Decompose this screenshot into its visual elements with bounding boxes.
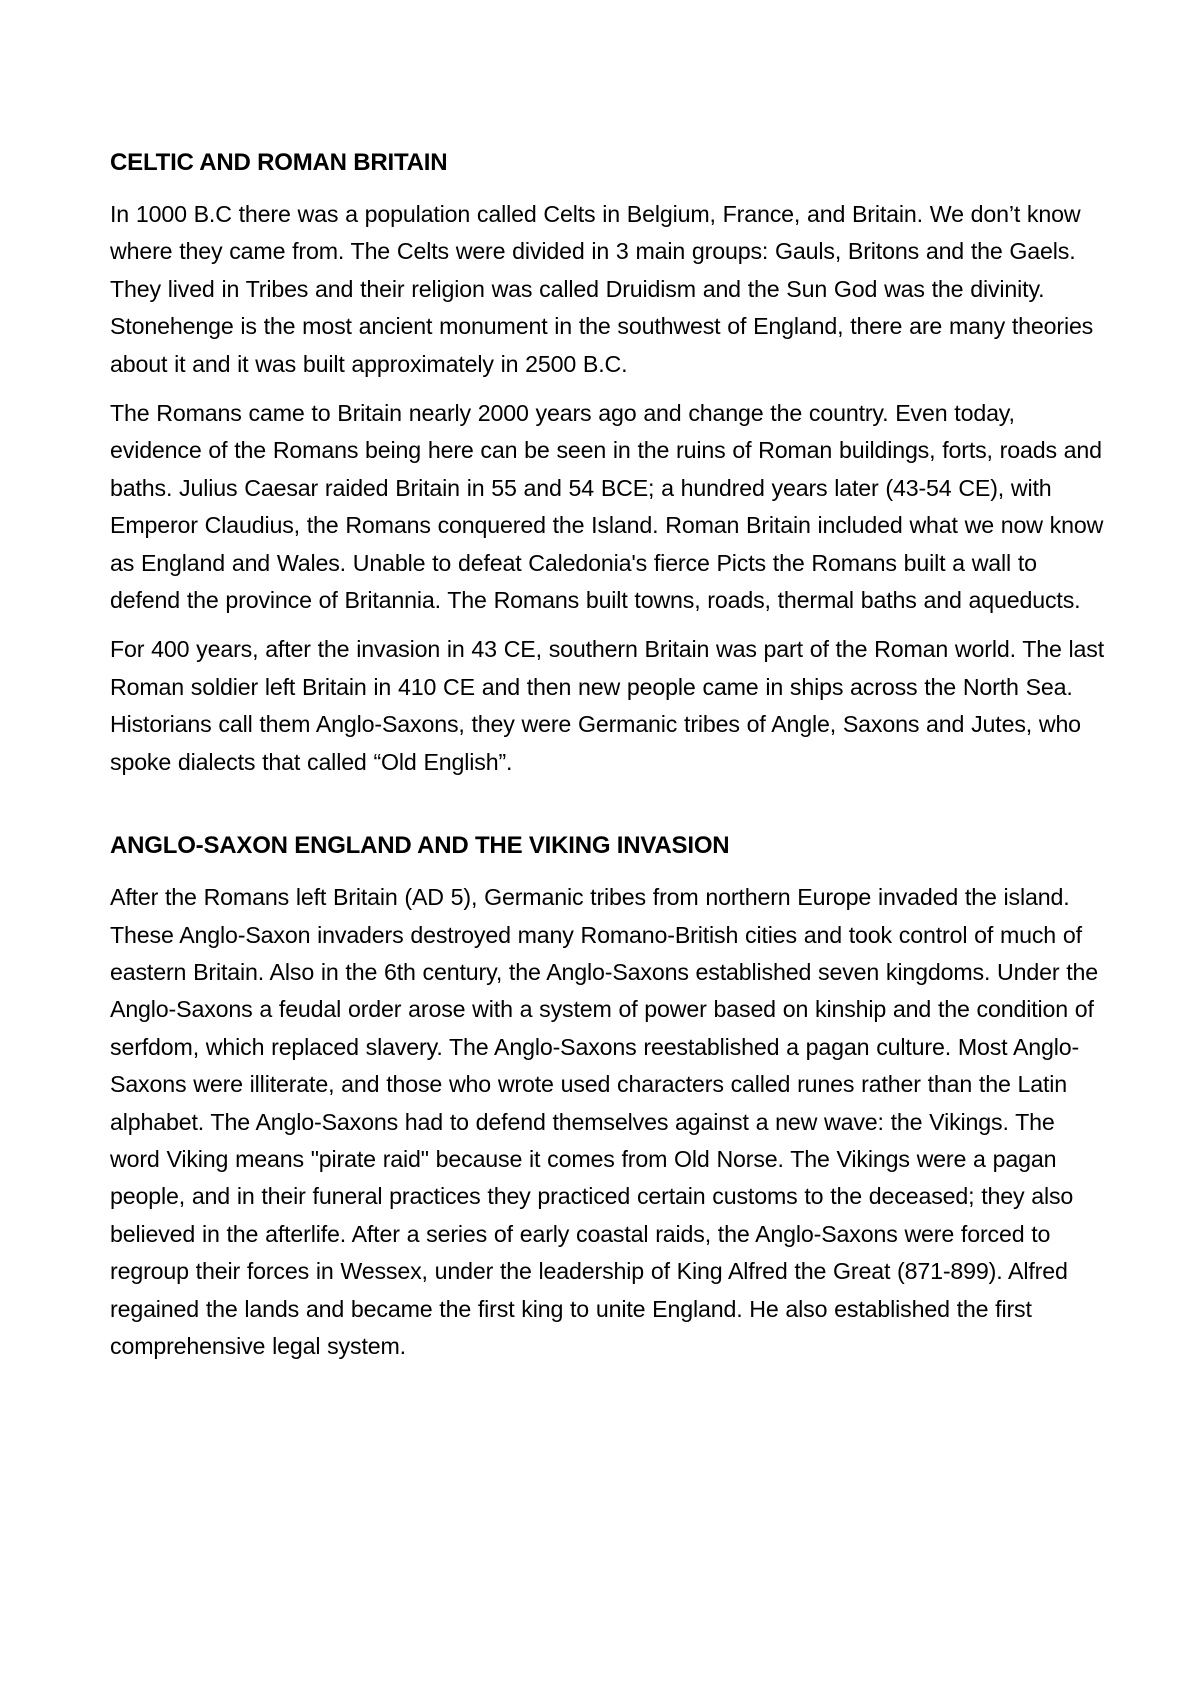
paragraph-romans: The Romans came to Britain nearly 2000 years ago and change the country. Even today, evidence of the Romans being here can be seen in the ruins of Roman buildings, forts, roads and baths. Julius Caesar raided Britain in 55 and 54 BCE; a hundred years later (43-54 CE), with Emperor Claudius, the Romans conquered the Island. Roman Britain included what we now know as England and Wales. Unable to defeat Caledonia's fierce Picts the Romans built a wall to defend the province of Britannia. The Romans built towns, roads, thermal baths and aqueducts. (110, 400, 1104, 614)
paragraph-celts: In 1000 B.C there was a population called Celts in Belgium, France, and Britain. We don’t know where they came from. The Celts were divided in 3 main groups: Gauls, Britons and the Gaels. They lived in Tribes and their religion was called Druidism and the Sun God was the divinity. Stonehenge is the most ancient monument in the southwest of England, there are many theories about it and it was built approximately in 2500 B.C. (110, 201, 1094, 377)
paragraph-anglo-saxons-arrival: For 400 years, after the invasion in 43 CE, southern Britain was part of the Roman world. The last Roman soldier left Britain in 410 CE and then new people came in ships across the North Sea. Historians call them Anglo-Saxons, they were Germanic tribes of Angle, Saxons and Jutes, who spoke dialects that called “Old English”. (110, 636, 1105, 775)
section-heading-celtic-roman-britain: CELTIC AND ROMAN BRITAIN (110, 149, 448, 176)
paragraph-anglo-saxon-vikings: After the Romans left Britain (AD 5), Germanic tribes from northern Europe invaded the island. These Anglo-Saxon invaders destroyed many Romano-British cities and took control of much of eastern Britain. Also in the 6th century, the Anglo-Saxons established seven kingdoms. Under the Anglo-Saxons a feudal order arose with a system of power based on kinship and the condition of serfdom, which replaced slavery. The Anglo-Saxons reestablished a pagan culture. Most Anglo-Saxons were illiterate, and those who wrote used characters called runes rather than the Latin alphabet. The Anglo-Saxons had to defend themselves against a new wave: the Vikings. The word Viking means "pirate raid" because it comes from Old Norse. The Vikings were a pagan people, and in their funeral practices they practiced certain customs to the deceased; they also believed in the afterlife. After a series of early coastal raids, the Anglo-Saxons were forced to regroup their forces in Wessex, under the leadership of King Alfred the Great (871-899). Alfred regained the lands and became the first king to unite England. He also established the first comprehensive legal system. (110, 884, 1099, 1359)
section-spacer (110, 793, 1110, 831)
section-heading-anglo-saxon-england: ANGLO-SAXON ENGLAND AND THE VIKING INVASION (110, 832, 730, 860)
document-body (110, 148, 1110, 1377)
